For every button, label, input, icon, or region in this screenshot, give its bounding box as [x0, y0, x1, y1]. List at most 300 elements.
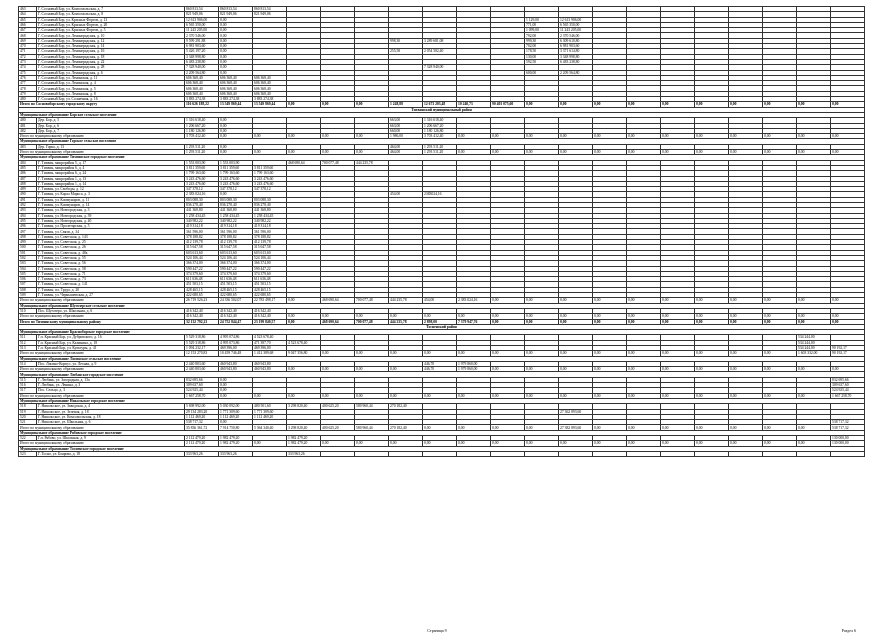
- value-cell: 611 636,48: [253, 277, 287, 282]
- value-cell: 0,00: [525, 319, 559, 324]
- row-number: 487: [19, 176, 37, 181]
- value-cell: 0,00: [355, 351, 389, 356]
- address-cell: Г. Сосновый Бор, ул. Красных Фортов, д. 13: [37, 17, 185, 22]
- address-cell: Г. Сосновый Бор, ул. Ленинская, д. 5: [37, 86, 185, 91]
- value-cell: 538 717,32: [185, 420, 219, 425]
- row-number: 504: [19, 266, 37, 271]
- municipality-title: Муниципальное образование Никольское городское поселение: [19, 398, 865, 403]
- row-number: 505: [19, 271, 37, 276]
- value-cell: 9 599 291,88: [185, 38, 219, 43]
- value-cell: 0,00: [593, 351, 627, 356]
- value-cell: 0,00: [219, 17, 253, 22]
- value-cell: 0,00: [355, 314, 389, 319]
- value-cell: 0,00: [831, 298, 865, 303]
- value-cell: 460 943,80: [219, 361, 253, 366]
- value-cell: 0,00: [593, 393, 627, 398]
- value-cell: 361 596,00: [185, 229, 219, 234]
- value-cell: 700 077,48: [321, 160, 355, 165]
- value-cell: 0,00: [695, 441, 729, 446]
- value-cell: 1 180 126,80: [185, 128, 219, 133]
- value-cell: 347 378,12: [185, 187, 219, 192]
- value-cell: 0,00: [797, 150, 831, 155]
- row-number: 516: [19, 383, 37, 388]
- row-number: 496: [19, 224, 37, 229]
- total-label: Итого по муниципальному образованию: [19, 367, 185, 372]
- value-cell: 2 209 564,80: [185, 70, 219, 75]
- value-cell: 0,00: [321, 351, 355, 356]
- value-cell: 0,00: [219, 49, 253, 54]
- municipality-title: Муниципальное образование Любанское городское поселение: [19, 372, 865, 377]
- value-cell: 0,00: [729, 393, 763, 398]
- value-cell: 3 243 476,60: [253, 176, 287, 181]
- value-cell: 0,00: [253, 441, 287, 446]
- total-label: Итого по муниципальному образованию: [19, 425, 185, 430]
- value-cell: 0,00: [389, 441, 423, 446]
- value-cell: 12 613 906,00: [559, 17, 593, 22]
- value-cell: 12 673 203,48: [423, 102, 457, 107]
- total-label: Итого по Тихвинскому муниципальному району: [19, 319, 185, 324]
- value-cell: 0,00: [219, 383, 253, 388]
- address-cell: Г. Сосновый Бор, ул. Ленинградская, д. 28: [37, 65, 185, 70]
- value-cell: 0,00: [219, 28, 253, 33]
- value-cell: 603 613,60: [253, 250, 287, 255]
- value-cell: 0,00: [559, 150, 593, 155]
- value-cell: 606 368,40: [185, 91, 219, 96]
- value-cell: 444 235,78: [355, 160, 389, 165]
- address-cell: Г. Тихвин, микрорайон 6, д. 4: [37, 165, 185, 170]
- address-cell: Г. Никольское, ул. Зеленая, д. 18: [37, 409, 185, 414]
- value-cell: 590 447,22: [253, 266, 287, 271]
- address-cell: Дер. Бор, д. 5: [37, 118, 185, 123]
- value-cell: [321, 451, 355, 456]
- value-cell: 374 379,60: [185, 271, 219, 276]
- value-cell: 340 982,22: [185, 218, 219, 223]
- address-cell: Г.п. Рябово, ул. Школьная, д. 9: [37, 436, 185, 441]
- address-cell: Г. Тихвин, микрорайон 5, д. 17: [37, 160, 185, 165]
- value-cell: 468 690,64: [287, 160, 321, 165]
- value-cell: 6 565 350,00: [559, 22, 593, 27]
- value-cell: 2 112 479,20: [185, 441, 219, 446]
- value-cell: 4 995 073,86: [219, 340, 253, 345]
- value-cell: 315 647,58: [253, 245, 287, 250]
- value-cell: 0,00: [763, 319, 797, 324]
- value-cell: 0,00: [661, 367, 695, 372]
- value-cell: 836 278,40: [185, 202, 219, 207]
- value-cell: 524 106,44: [219, 255, 253, 260]
- address-cell: Г.п. Красный Бор, ул. Дубровского, д. 16: [37, 335, 185, 340]
- value-cell: 446,70: [423, 367, 457, 372]
- value-cell: 0,00: [457, 425, 491, 430]
- value-cell: 0,00: [661, 134, 695, 139]
- value-cell: 606 368,40: [253, 91, 287, 96]
- value-cell: 35 836 361,72: [185, 425, 219, 430]
- value-cell: 13 549 869,44: [253, 102, 287, 107]
- value-cell: 606 368,40: [253, 81, 287, 86]
- address-cell: Дер. Бор, д. 7: [37, 128, 185, 133]
- municipality-title: Муниципальное образование Борское сельское поселение: [19, 112, 865, 117]
- value-cell: 0,00: [661, 393, 695, 398]
- value-cell: 0,00: [457, 441, 491, 446]
- address-cell: Г. Тихвин, ул. Коммунаров, д. 14: [37, 202, 185, 207]
- value-cell: 0,00: [831, 134, 865, 139]
- value-cell: 0,00: [525, 150, 559, 155]
- value-cell: 0,00: [525, 314, 559, 319]
- value-cell: 3 883 274,38: [253, 97, 287, 102]
- value-cell: 460 943,80: [219, 367, 253, 372]
- value-cell: 444 235,78: [389, 319, 423, 324]
- municipality-title: Муниципальное образование Рябовское городское поселение: [19, 430, 865, 435]
- value-cell: 0,00: [321, 314, 355, 319]
- value-cell: 1 553 003,90: [219, 160, 253, 165]
- value-cell: 3 243 476,60: [219, 176, 253, 181]
- value-cell: 0,00: [253, 134, 287, 139]
- value-cell: 422 680,65: [185, 293, 219, 298]
- address-cell: Г. Тихвин, ул. Свободы, д. 12: [37, 187, 185, 192]
- value-cell: 1 112 469,20: [185, 414, 219, 419]
- value-cell: 451 503,15: [185, 282, 219, 287]
- value-cell: 0,00: [423, 441, 457, 446]
- value-cell: 366 374,00: [253, 261, 287, 266]
- value-cell: 2 112 479,20: [185, 436, 219, 441]
- value-cell: 2 898,00: [423, 319, 457, 324]
- value-cell: 454,00: [423, 298, 457, 303]
- value-cell: 90 192,17: [831, 351, 865, 356]
- value-cell: 0,00: [287, 393, 321, 398]
- value-cell: 5 529 318,86: [185, 340, 219, 345]
- row-number: 499: [19, 240, 37, 245]
- address-cell: Г. Сосновый Бор, ул. Ленинградская, д. 22: [37, 59, 185, 64]
- value-cell: 0,00: [457, 314, 491, 319]
- value-cell: [627, 451, 661, 456]
- row-number: 486: [19, 171, 37, 176]
- value-cell: 0,00: [729, 150, 763, 155]
- value-cell: 0,00: [695, 150, 729, 155]
- row-number: 493: [19, 208, 37, 213]
- value-cell: 0,00: [253, 393, 287, 398]
- row-number: 510: [19, 308, 37, 313]
- address-cell: Г.п. Красный Бор, ул. Культуры, д. 41: [37, 346, 185, 351]
- value-cell: 0,00: [593, 425, 627, 430]
- value-cell: 0,00: [797, 425, 831, 430]
- address-cell: Г. Тихвин, ул. Советская, д. 141: [37, 282, 185, 287]
- value-cell: 534 244,00: [797, 335, 831, 340]
- value-cell: 0,00: [423, 393, 457, 398]
- value-cell: 1 603 332,00: [797, 351, 831, 356]
- value-cell: 611 636,48: [185, 277, 219, 282]
- value-cell: 1 799 163,60: [185, 171, 219, 176]
- value-cell: 116 626 188,22: [185, 102, 219, 107]
- value-cell: 446,70: [423, 361, 457, 366]
- value-cell: 1 248,88: [389, 102, 423, 107]
- value-cell: 0,00: [763, 351, 797, 356]
- value-cell: 0,00: [559, 367, 593, 372]
- value-cell: 0,00: [695, 102, 729, 107]
- value-cell: 0,00: [763, 102, 797, 107]
- row-number: 506: [19, 277, 37, 282]
- value-cell: 0,00: [593, 150, 627, 155]
- address-cell: Г. Тихвин, микрорайон 1, д. 14: [37, 181, 185, 186]
- value-cell: 90 403 075,60: [491, 102, 525, 107]
- row-number: 483: [19, 144, 37, 149]
- value-cell: 0,00: [219, 33, 253, 38]
- value-cell: 90 192,17: [831, 346, 865, 351]
- value-cell: 0,00: [491, 319, 525, 324]
- row-number: 479: [19, 91, 37, 96]
- row-number: 469: [19, 38, 37, 43]
- address-cell: Г. Сосновый Бор, ул. Красных Фортов, д. 5: [37, 28, 185, 33]
- value-cell: 1 667 258,70: [831, 393, 865, 398]
- row-number: 477: [19, 81, 37, 86]
- value-cell: 428 465,15: [253, 287, 287, 292]
- value-cell: 1 293 511,20: [185, 150, 219, 155]
- address-cell: Г. Тихвин, ул. Советская, д. 48а: [37, 250, 185, 255]
- address-cell: Г. Тихвин, микрорайон 1, д. 13: [37, 176, 185, 181]
- value-cell: 0,00: [797, 102, 831, 107]
- value-cell: 12 153 270,83: [185, 351, 219, 356]
- address-cell: Г. Тихвин, ул. Советская, д. 143: [37, 234, 185, 239]
- value-cell: 444 235,78: [389, 298, 423, 303]
- value-cell: 27 382 893,60: [559, 425, 593, 430]
- value-cell: 0,00: [219, 38, 253, 43]
- value-cell: 0,00: [695, 319, 729, 324]
- value-cell: 0,00: [797, 393, 831, 398]
- value-cell: 2 370 546,00: [185, 33, 219, 38]
- row-number: 470: [19, 44, 37, 49]
- value-cell: 7 328 940,00: [423, 65, 457, 70]
- value-cell: 1 982 479,20: [287, 436, 321, 441]
- value-cell: 0,00: [627, 393, 661, 398]
- row-number: 468: [19, 33, 37, 38]
- value-cell: 3 883 274,38: [219, 97, 253, 102]
- address-cell: Г. Тихвин, ул. Советская, д. 56: [37, 261, 185, 266]
- value-cell: 419 314,18: [185, 224, 219, 229]
- value-cell: 6 981 903,60: [185, 44, 219, 49]
- value-cell: 27 362 893,60: [559, 409, 593, 414]
- value-cell: 374 379,60: [219, 271, 253, 276]
- value-cell: 592,50: [525, 59, 559, 64]
- value-cell: 0,00: [491, 298, 525, 303]
- value-cell: 3 243 476,60: [185, 176, 219, 181]
- value-cell: 441 368,80: [219, 208, 253, 213]
- address-cell: Пос. Шугозеро, ул. Школьная, д. 6: [37, 308, 185, 313]
- value-cell: 464,00: [389, 144, 423, 149]
- value-cell: 451 503,15: [219, 282, 253, 287]
- value-cell: 611 636,48: [219, 277, 253, 282]
- value-cell: 0,00: [287, 314, 321, 319]
- value-cell: 606 368,40: [185, 81, 219, 86]
- row-number: 466: [19, 22, 37, 27]
- value-cell: 3 703 412,40: [423, 134, 457, 139]
- address-cell: Г. Тихвин, ул. Новгородская, д. 3: [37, 208, 185, 213]
- row-number: 480: [19, 118, 37, 123]
- total-label: Итого по муниципальному образованию: [19, 314, 185, 319]
- row-number: 513: [19, 346, 37, 351]
- value-cell: 0,00: [219, 144, 253, 149]
- total-label: Итого по муниципальному образованию: [19, 351, 185, 356]
- value-cell: 590 447,22: [219, 266, 253, 271]
- value-cell: 0,00: [695, 367, 729, 372]
- section-label: Раздел 6: [841, 628, 856, 633]
- value-cell: 0,00: [695, 314, 729, 319]
- value-cell: 0,00: [559, 393, 593, 398]
- value-cell: 0,00: [491, 441, 525, 446]
- value-cell: 0,00: [661, 441, 695, 446]
- value-cell: 0,00: [831, 150, 865, 155]
- value-cell: 534 244,00: [797, 346, 831, 351]
- value-cell: 2 383 024,16: [457, 298, 491, 303]
- value-cell: 11 243 205,00: [559, 28, 593, 33]
- address-cell: Г. Сосновый Бор, ул. Ленинградская, д. 12: [37, 38, 185, 43]
- value-cell: 0,00: [321, 134, 355, 139]
- value-cell: 1 799 163,60: [219, 171, 253, 176]
- value-cell: 315 647,58: [185, 245, 219, 250]
- value-cell: 2 054 582,40: [423, 49, 457, 54]
- value-cell: 0,00: [491, 367, 525, 372]
- value-cell: 0,00: [491, 425, 525, 430]
- value-cell: 1 771 309,60: [253, 409, 287, 414]
- value-cell: 0,00: [831, 367, 865, 372]
- value-cell: [729, 451, 763, 456]
- value-cell: 309 637,60: [185, 383, 219, 388]
- address-cell: Г. Сосновый Бор, ул. Комсомольская, д. 7: [37, 7, 185, 12]
- value-cell: 416 342,40: [219, 308, 253, 313]
- value-cell: 366 374,00: [219, 261, 253, 266]
- value-cell: 0,00: [627, 425, 661, 430]
- value-cell: 580 960,44: [355, 425, 389, 430]
- value-cell: 1 982 479,20: [219, 436, 253, 441]
- address-cell: Г. Тихвин, ул. Советская, д. 26: [37, 245, 185, 250]
- value-cell: 4 523 678,40: [253, 335, 287, 340]
- value-cell: 606 368,40: [219, 81, 253, 86]
- value-cell: 600,00: [525, 70, 559, 75]
- value-cell: 0,00: [355, 367, 389, 372]
- table-row: [19, 451, 865, 456]
- value-cell: 0,00: [389, 393, 423, 398]
- value-cell: 469 396,00: [253, 346, 287, 351]
- value-cell: 0,00: [661, 314, 695, 319]
- address-cell: Г. Сосновый Бор, ул. Красных Фортов, д. 20: [37, 22, 185, 27]
- value-cell: 7 379 947,76: [457, 319, 491, 324]
- value-cell: 32 132 792,23: [185, 319, 219, 324]
- value-cell: 480 501,60: [253, 404, 287, 409]
- value-cell: 412 139,78: [219, 240, 253, 245]
- value-cell: 0,00: [491, 351, 525, 356]
- row-number: 520: [19, 414, 37, 419]
- value-cell: 0,00: [729, 314, 763, 319]
- row-number: 511: [19, 335, 37, 340]
- row-number: 509: [19, 293, 37, 298]
- value-cell: 378 188,82: [253, 234, 287, 239]
- value-cell: 0,00: [253, 150, 287, 155]
- value-cell: 0,00: [593, 441, 627, 446]
- address-cell: Г. Сосновый Бор, ул. Ленинградская, д. 18: [37, 54, 185, 59]
- value-cell: 0,00: [219, 54, 253, 59]
- row-number: 492: [19, 202, 37, 207]
- address-cell: Г. Любань, ул. Загородная, д. 13а: [37, 377, 185, 382]
- value-cell: 700 077,48: [355, 298, 389, 303]
- value-cell: 0,00: [219, 192, 253, 197]
- value-cell: 451 503,15: [253, 282, 287, 287]
- value-cell: 333 963,26: [287, 451, 321, 456]
- value-cell: 340 982,22: [253, 218, 287, 223]
- value-cell: [355, 451, 389, 456]
- address-cell: Г. Сосновый Бор, ул. Ленинградская, д. 10: [37, 33, 185, 38]
- value-cell: 340 982,22: [219, 218, 253, 223]
- address-cell: Пос. Лисино-Корпус, ул. Лесная, д. 9: [37, 361, 185, 366]
- value-cell: 0,00: [695, 393, 729, 398]
- address-cell: Г. Тихвин, ул. Советская, д. 58: [37, 266, 185, 271]
- value-cell: 422 680,65: [219, 293, 253, 298]
- value-cell: 0,00: [763, 393, 797, 398]
- value-cell: 419 314,18: [219, 224, 253, 229]
- value-cell: 0,00: [559, 319, 593, 324]
- value-cell: 0,00: [729, 298, 763, 303]
- value-cell: 0,00: [763, 134, 797, 139]
- value-cell: 366 374,00: [185, 261, 219, 266]
- value-cell: 0,00: [355, 393, 389, 398]
- value-cell: 0,00: [593, 298, 627, 303]
- value-cell: 0,00: [627, 314, 661, 319]
- value-cell: 460 943,80: [253, 367, 287, 372]
- row-number: 490: [19, 192, 37, 197]
- row-number: 478: [19, 86, 37, 91]
- row-number: 522: [19, 436, 37, 441]
- value-cell: 400 625,20: [321, 404, 355, 409]
- value-cell: 0,00: [525, 367, 559, 372]
- value-cell: [831, 451, 865, 456]
- value-cell: 0,00: [729, 441, 763, 446]
- value-cell: 6 981 903,60: [559, 44, 593, 49]
- value-cell: 1 129,00: [525, 17, 559, 22]
- value-cell: 590 447,22: [185, 266, 219, 271]
- value-cell: 3 243 476,60: [185, 181, 219, 186]
- value-cell: 0,00: [661, 150, 695, 155]
- value-cell: 0,00: [525, 298, 559, 303]
- value-cell: 270 182,40: [389, 404, 423, 409]
- value-cell: 3 811 359,60: [253, 165, 287, 170]
- value-cell: 606 368,40: [253, 75, 287, 80]
- value-cell: 374 379,60: [253, 271, 287, 276]
- value-cell: 1 099,00: [525, 28, 559, 33]
- row-number: 473: [19, 59, 37, 64]
- value-cell: [661, 451, 695, 456]
- value-cell: 416 342,40: [185, 308, 219, 313]
- total-label: Итого по муниципальному образованию: [19, 134, 185, 139]
- row-number: 485: [19, 165, 37, 170]
- value-cell: 5 030 092,00: [219, 404, 253, 409]
- value-cell: 3 703 412,40: [185, 134, 219, 139]
- row-number: 508: [19, 287, 37, 292]
- address-cell: Г. Тихвин, ул. Карла Маркса, д. 3: [37, 192, 185, 197]
- address-cell: Г. Никольское, ул. Заводская, д. 4: [37, 404, 185, 409]
- value-cell: 0,00: [797, 314, 831, 319]
- value-cell: 0,00: [763, 314, 797, 319]
- value-cell: 6 309 610,80: [559, 38, 593, 43]
- value-cell: 23 199 840,57: [253, 319, 287, 324]
- value-cell: 606 368,40: [219, 86, 253, 91]
- value-cell: 524 925,44: [831, 388, 865, 393]
- value-cell: [695, 451, 729, 456]
- value-cell: 416 342,40: [253, 308, 287, 313]
- value-cell: 0,00: [287, 319, 321, 324]
- value-cell: 0,00: [729, 319, 763, 324]
- value-cell: 428 465,15: [185, 287, 219, 292]
- value-cell: 0,00: [219, 59, 253, 64]
- address-cell: Г. Сосновый Бор, ул. Ленинградская, д. 6: [37, 70, 185, 75]
- value-cell: 832 695,66: [185, 377, 219, 382]
- value-cell: 821 949,06: [185, 12, 219, 17]
- row-number: 488: [19, 181, 37, 186]
